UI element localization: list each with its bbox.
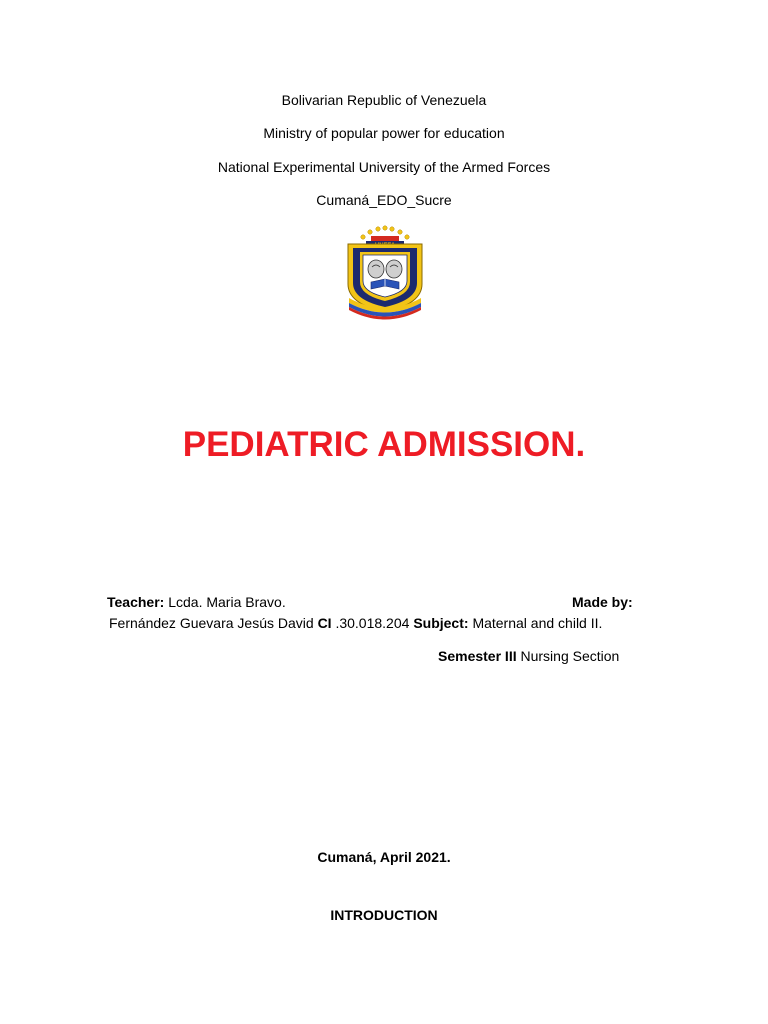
header-university: National Experimental University of the Armed Forces [217,159,551,175]
header-ministry: Ministry of popular power for education [263,125,505,141]
crest-icon [341,222,429,320]
subject-value: Maternal and child II. [472,615,603,631]
document-title: PEDIATRIC ADMISSION. [182,425,586,464]
made-by-line [572,593,633,611]
teacher-label: Teacher: [107,594,165,610]
made-by-label: Made by: [572,594,633,610]
ci-value: .30.018.204 [335,615,410,631]
ci-label: CI [317,615,332,631]
unefa-crest-logo [341,222,429,320]
semester-line [438,647,619,665]
introduction-heading: INTRODUCTION [330,907,438,923]
date-line: Cumaná, April 2021. [317,849,451,865]
semester-label: Semester III [438,648,517,664]
student-name: Fernández Guevara Jesús David [109,615,314,631]
header-location: Cumaná_EDO_Sucre [316,192,452,208]
teacher-line [107,593,286,611]
student-line [109,614,602,632]
teacher-name: Lcda. Maria Bravo. [168,594,286,610]
header-country: Bolivarian Republic of Venezuela [281,92,487,108]
section-value: Nursing Section [520,648,620,664]
subject-label: Subject: [413,615,469,631]
